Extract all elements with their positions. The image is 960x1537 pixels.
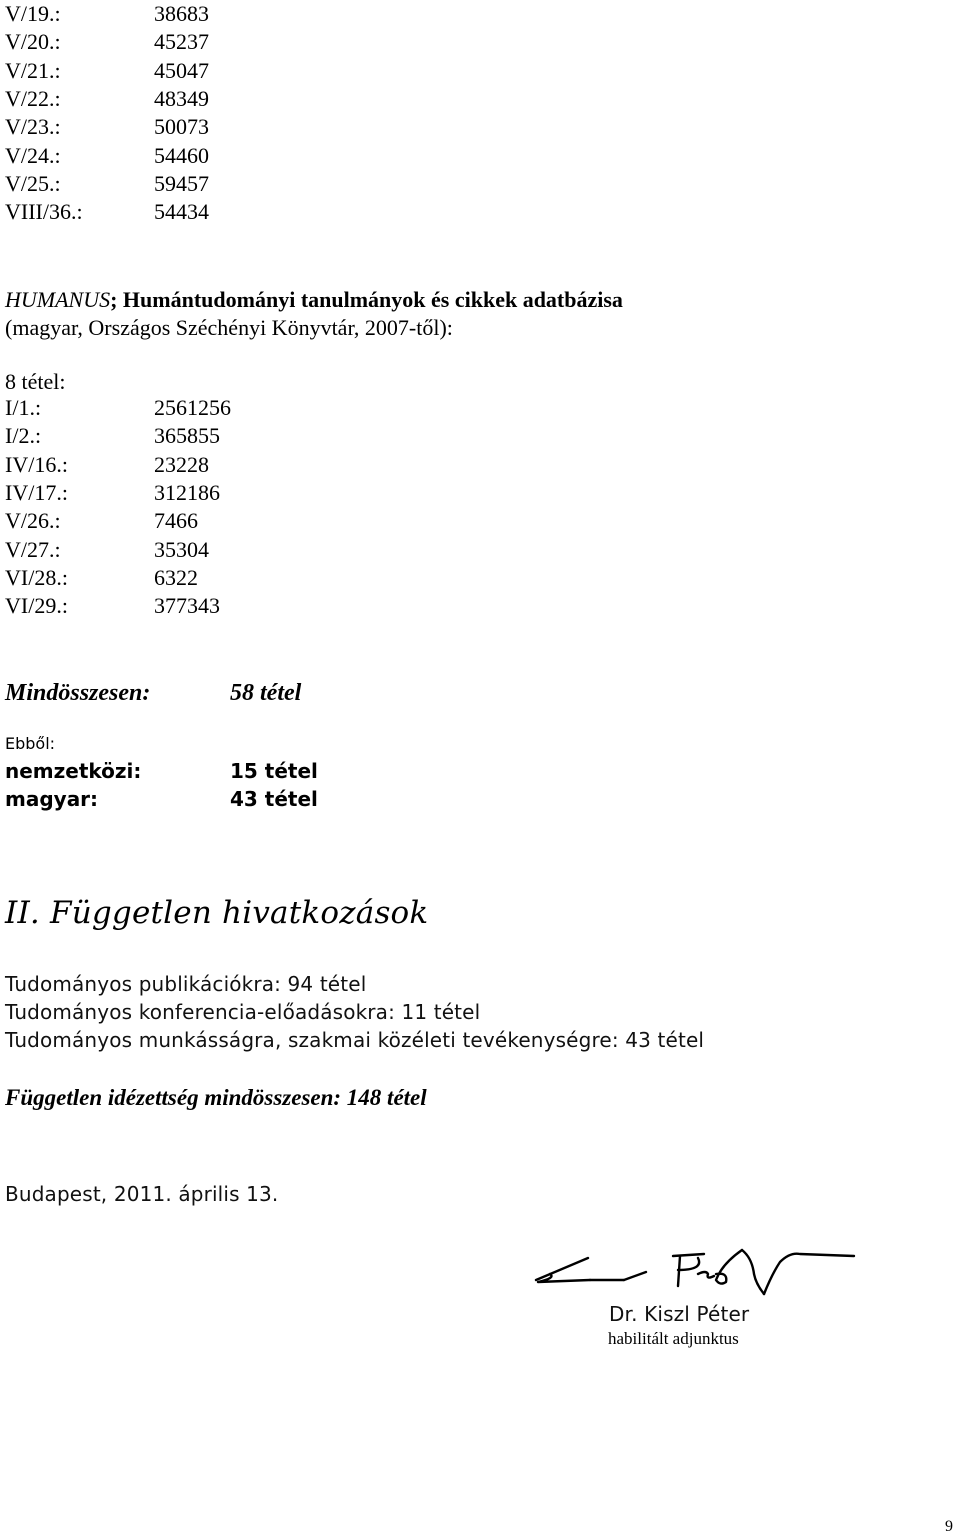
citation-value: 45237 [154,29,209,55]
humanus-item-label: I/1.: [5,395,42,420]
humanus-item-value: 6322 [154,564,198,590]
citation-value: 45047 [154,57,209,83]
intl-row [5,757,405,785]
intl-label: nemzetközi: [5,759,142,783]
humanus-title: ; Humántudományi tanulmányok és cikkek adatbázisa [110,287,623,312]
humanus-count: 8 tétel: [5,369,66,394]
citation-row [5,170,305,198]
page-number: 9 [945,1518,953,1535]
of-which-label: Ebből: [5,734,56,753]
humanus-item-value: 7466 [154,508,198,534]
humanus-item-row [5,536,305,564]
section-line: Tudományos publikációkra: 94 tétel [5,972,367,996]
citation-label: V/23.: [5,114,61,140]
citation-value: 54434 [154,199,209,225]
humanus-item-label: VI/28.: [5,564,68,590]
hun-value: 43 tétel [230,787,318,811]
humanus-item-value: 365855 [154,423,220,449]
humanus-item-value: 312186 [154,479,220,505]
citation-label: VIII/36.: [5,199,83,225]
humanus-heading [5,286,623,314]
humanus-item-label: VI/29.: [5,593,68,619]
intl-value: 15 tétel [230,759,318,783]
humanus-item-value: 35304 [154,536,209,562]
humanus-item-row [5,394,305,422]
citation-row [5,0,305,28]
signature-image [528,1244,858,1304]
total-value: 58 tétel [230,680,302,706]
citation-row [5,113,305,141]
total-label: Mindösszesen: [5,680,151,706]
citation-row [5,142,305,170]
humanus-item-row [5,422,305,450]
humanus-item-label: V/26.: [5,508,61,534]
signer-name: Dr. Kiszl Péter [609,1302,750,1326]
citation-value: 38683 [154,1,209,26]
humanus-subtitle: (magyar, Országos Széchényi Könyvtár, 2007-től): [5,315,453,340]
citation-row [5,198,305,226]
citation-value: 54460 [154,142,209,168]
citation-row [5,85,305,113]
humanus-item-label: IV/16.: [5,451,68,477]
citation-row [5,28,305,56]
independent-total: Független idézettség mindösszesen: 148 tétel [5,1085,427,1110]
humanus-item-value: 2561256 [154,395,231,420]
citation-row [5,57,305,85]
place-date: Budapest, 2011. április 13. [5,1182,279,1206]
hun-row [5,785,405,813]
humanus-item-row [5,592,305,620]
section-line: Tudományos munkásságra, szakmai közéleti tevékenységre: 43 tétel [5,1028,705,1052]
citation-label: V/24.: [5,142,61,168]
humanus-item-label: V/27.: [5,536,61,562]
citation-label: V/21.: [5,57,61,83]
humanus-item-value: 377343 [154,593,220,619]
humanus-name: HUMANUS [5,287,111,312]
citation-value: 50073 [154,114,209,140]
section-line: Tudományos konferencia-előadásokra: 11 tétel [5,1000,481,1024]
section-heading: II. Független hivatkozások [5,895,429,931]
humanus-item-label: I/2.: [5,423,42,449]
citation-value: 59457 [154,170,209,196]
total-row [5,679,405,709]
humanus-item-label: IV/17.: [5,479,68,505]
humanus-item-row [5,507,305,535]
humanus-item-value: 23228 [154,451,209,477]
citation-label: V/22.: [5,85,61,111]
citation-label: V/19.: [5,1,61,26]
citation-label: V/25.: [5,170,61,196]
humanus-item-row [5,479,305,507]
citation-label: V/20.: [5,29,61,55]
humanus-item-row [5,564,305,592]
humanus-item-row [5,451,305,479]
citation-value: 48349 [154,85,209,111]
hun-label: magyar: [5,787,99,811]
signer-title: habilitált adjunktus [608,1329,739,1348]
